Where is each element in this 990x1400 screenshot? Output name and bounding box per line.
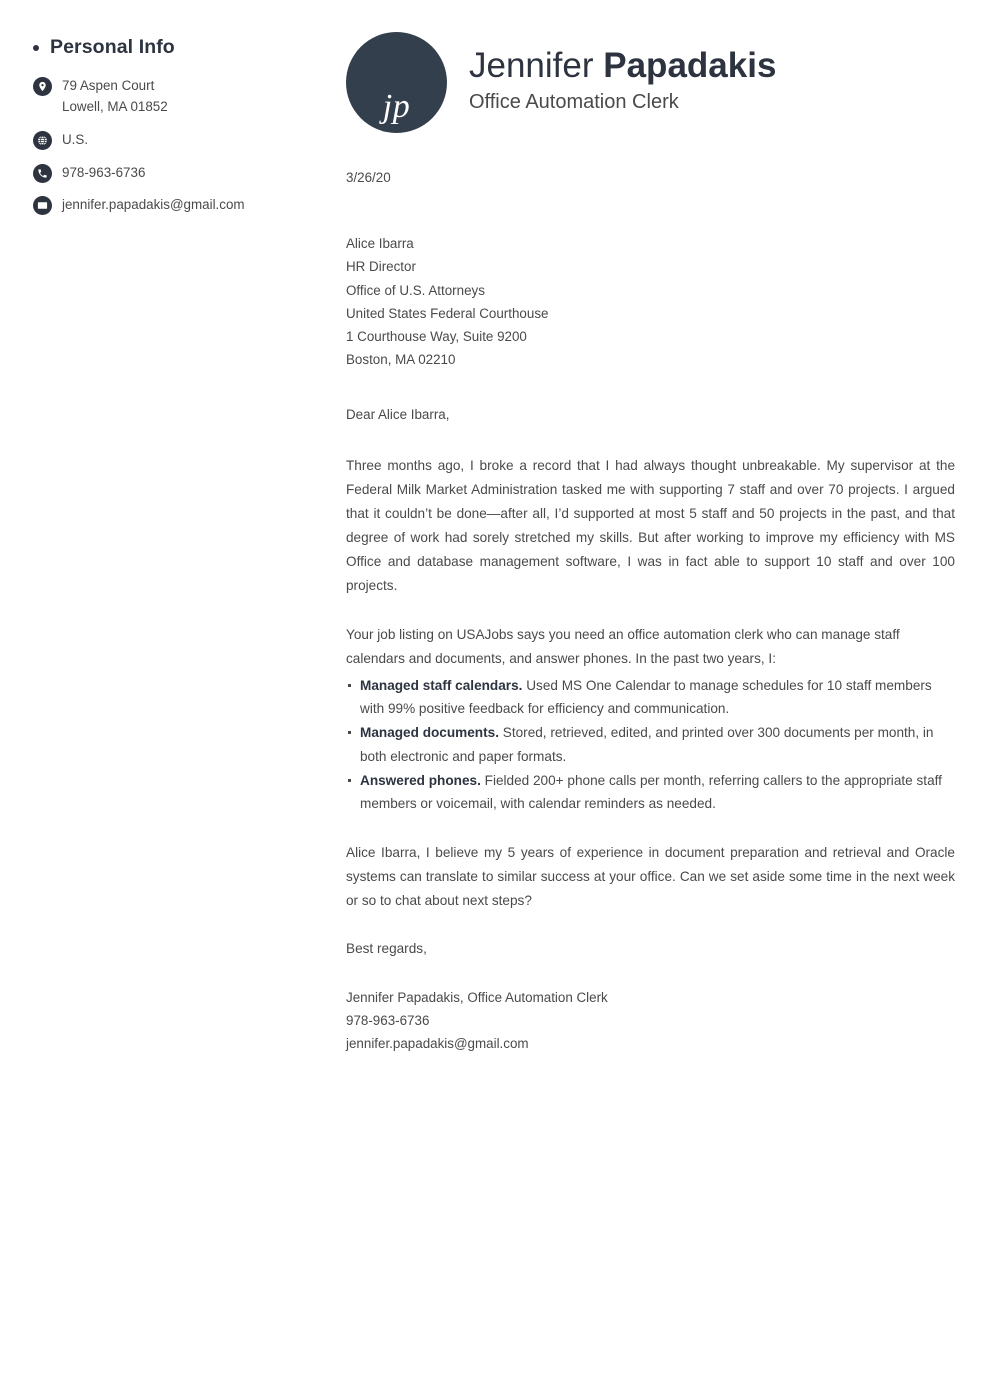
body-paragraph-2: Your job listing on USAJobs says you need an office automation clerk who can manage staff calendars and documents, and answer phones. In the past two years, I: (346, 626, 900, 666)
body-paragraph-1: Three months ago, I broke a record that I had always thought unbreakable. My supervisor at the Federal Milk Market Administration tasked me with supporting 7 staff and over 70 projects. I argued that it couldn’t be done—after all, I’d supported at most 5 staff and 50 projects in the past, and that degree of work had sorely stretched my skills. But after working to improve my efficiency with MS Office and database management software, I was in fact able to support 10 staff and over 100 projects. (346, 458, 955, 593)
recipient-title: HR Director (346, 259, 416, 275)
globe-icon (33, 131, 52, 150)
applicant-last-name: Papadakis (603, 45, 777, 85)
letter-body (346, 0, 955, 1055)
signature-name-title: Jennifer Papadakis, Office Automation Clerk (346, 990, 608, 1006)
applicant-first-name: Jennifer (469, 45, 604, 85)
letter-header (346, 32, 955, 133)
personal-info-sidebar (0, 0, 346, 227)
contact-list (33, 75, 316, 217)
recipient-city-state-zip: Boston, MA 02210 (346, 351, 456, 367)
contact-address-text: 79 Aspen Court Lowell, MA 01852 (62, 77, 168, 115)
achievement-label: Answered phones. (360, 773, 481, 789)
contact-row-country (33, 129, 316, 151)
contact-phone-text: 978-963-6736 (62, 164, 146, 180)
contact-email-text: jennifer.papadakis@gmail.com (62, 197, 245, 213)
body-paragraph-3: Alice Ibarra, I believe my 5 years of experience in document preparation and retrieval and Oracle systems can translate to similar success at your office. Can we set aside some time in the next week or so to chat about next steps? (346, 844, 955, 908)
contact-country-text: U.S. (62, 131, 89, 147)
closing-salutation: Best regards, (346, 940, 427, 956)
envelope-icon (33, 196, 52, 215)
achievement-detail: Fielded 200+ phone calls per month, referring callers to the appropriate staff members or voicemail, with calendar reminders as needed. (360, 773, 942, 812)
recipient-building: United States Federal Courthouse (346, 305, 549, 321)
contact-row-phone (33, 162, 316, 184)
salutation: Dear Alice Ibarra, (346, 406, 450, 422)
list-item (346, 674, 955, 721)
phone-icon (33, 164, 52, 183)
heading-bullet-icon (33, 45, 39, 51)
recipient-street: 1 Courthouse Way, Suite 9200 (346, 328, 527, 344)
achievement-label: Managed documents. (360, 725, 499, 741)
signature-email: jennifer.papadakis@gmail.com (346, 1036, 529, 1052)
avatar (346, 32, 447, 133)
personal-info-heading (33, 38, 316, 58)
applicant-job-title: Office Automation Clerk (469, 91, 679, 114)
achievement-detail: Used MS One Calendar to manage schedules for 10 staff members with 99% positive feedback for efficiency and communication. (360, 677, 932, 716)
signature-phone: 978-963-6736 (346, 1013, 430, 1029)
header-names (469, 46, 776, 119)
list-item (346, 769, 955, 816)
achievement-detail: Stored, retrieved, edited, and printed over 300 documents per month, in both electronic and paper formats. (360, 725, 934, 764)
applicant-name (469, 46, 776, 85)
signature-block (346, 986, 955, 1055)
list-item (346, 721, 955, 768)
achievement-list (346, 674, 955, 816)
personal-info-heading-label: Personal Info (50, 36, 175, 58)
recipient-name: Alice Ibarra (346, 236, 414, 252)
achievement-label: Managed staff calendars. (360, 677, 523, 693)
avatar-monogram: jp (382, 88, 411, 125)
letter-date: 3/26/20 (346, 170, 391, 185)
recipient-address-block (346, 232, 955, 370)
contact-row-address (33, 75, 316, 118)
map-pin-icon (33, 77, 52, 96)
contact-row-email (33, 194, 316, 216)
recipient-organization: Office of U.S. Attorneys (346, 282, 485, 298)
